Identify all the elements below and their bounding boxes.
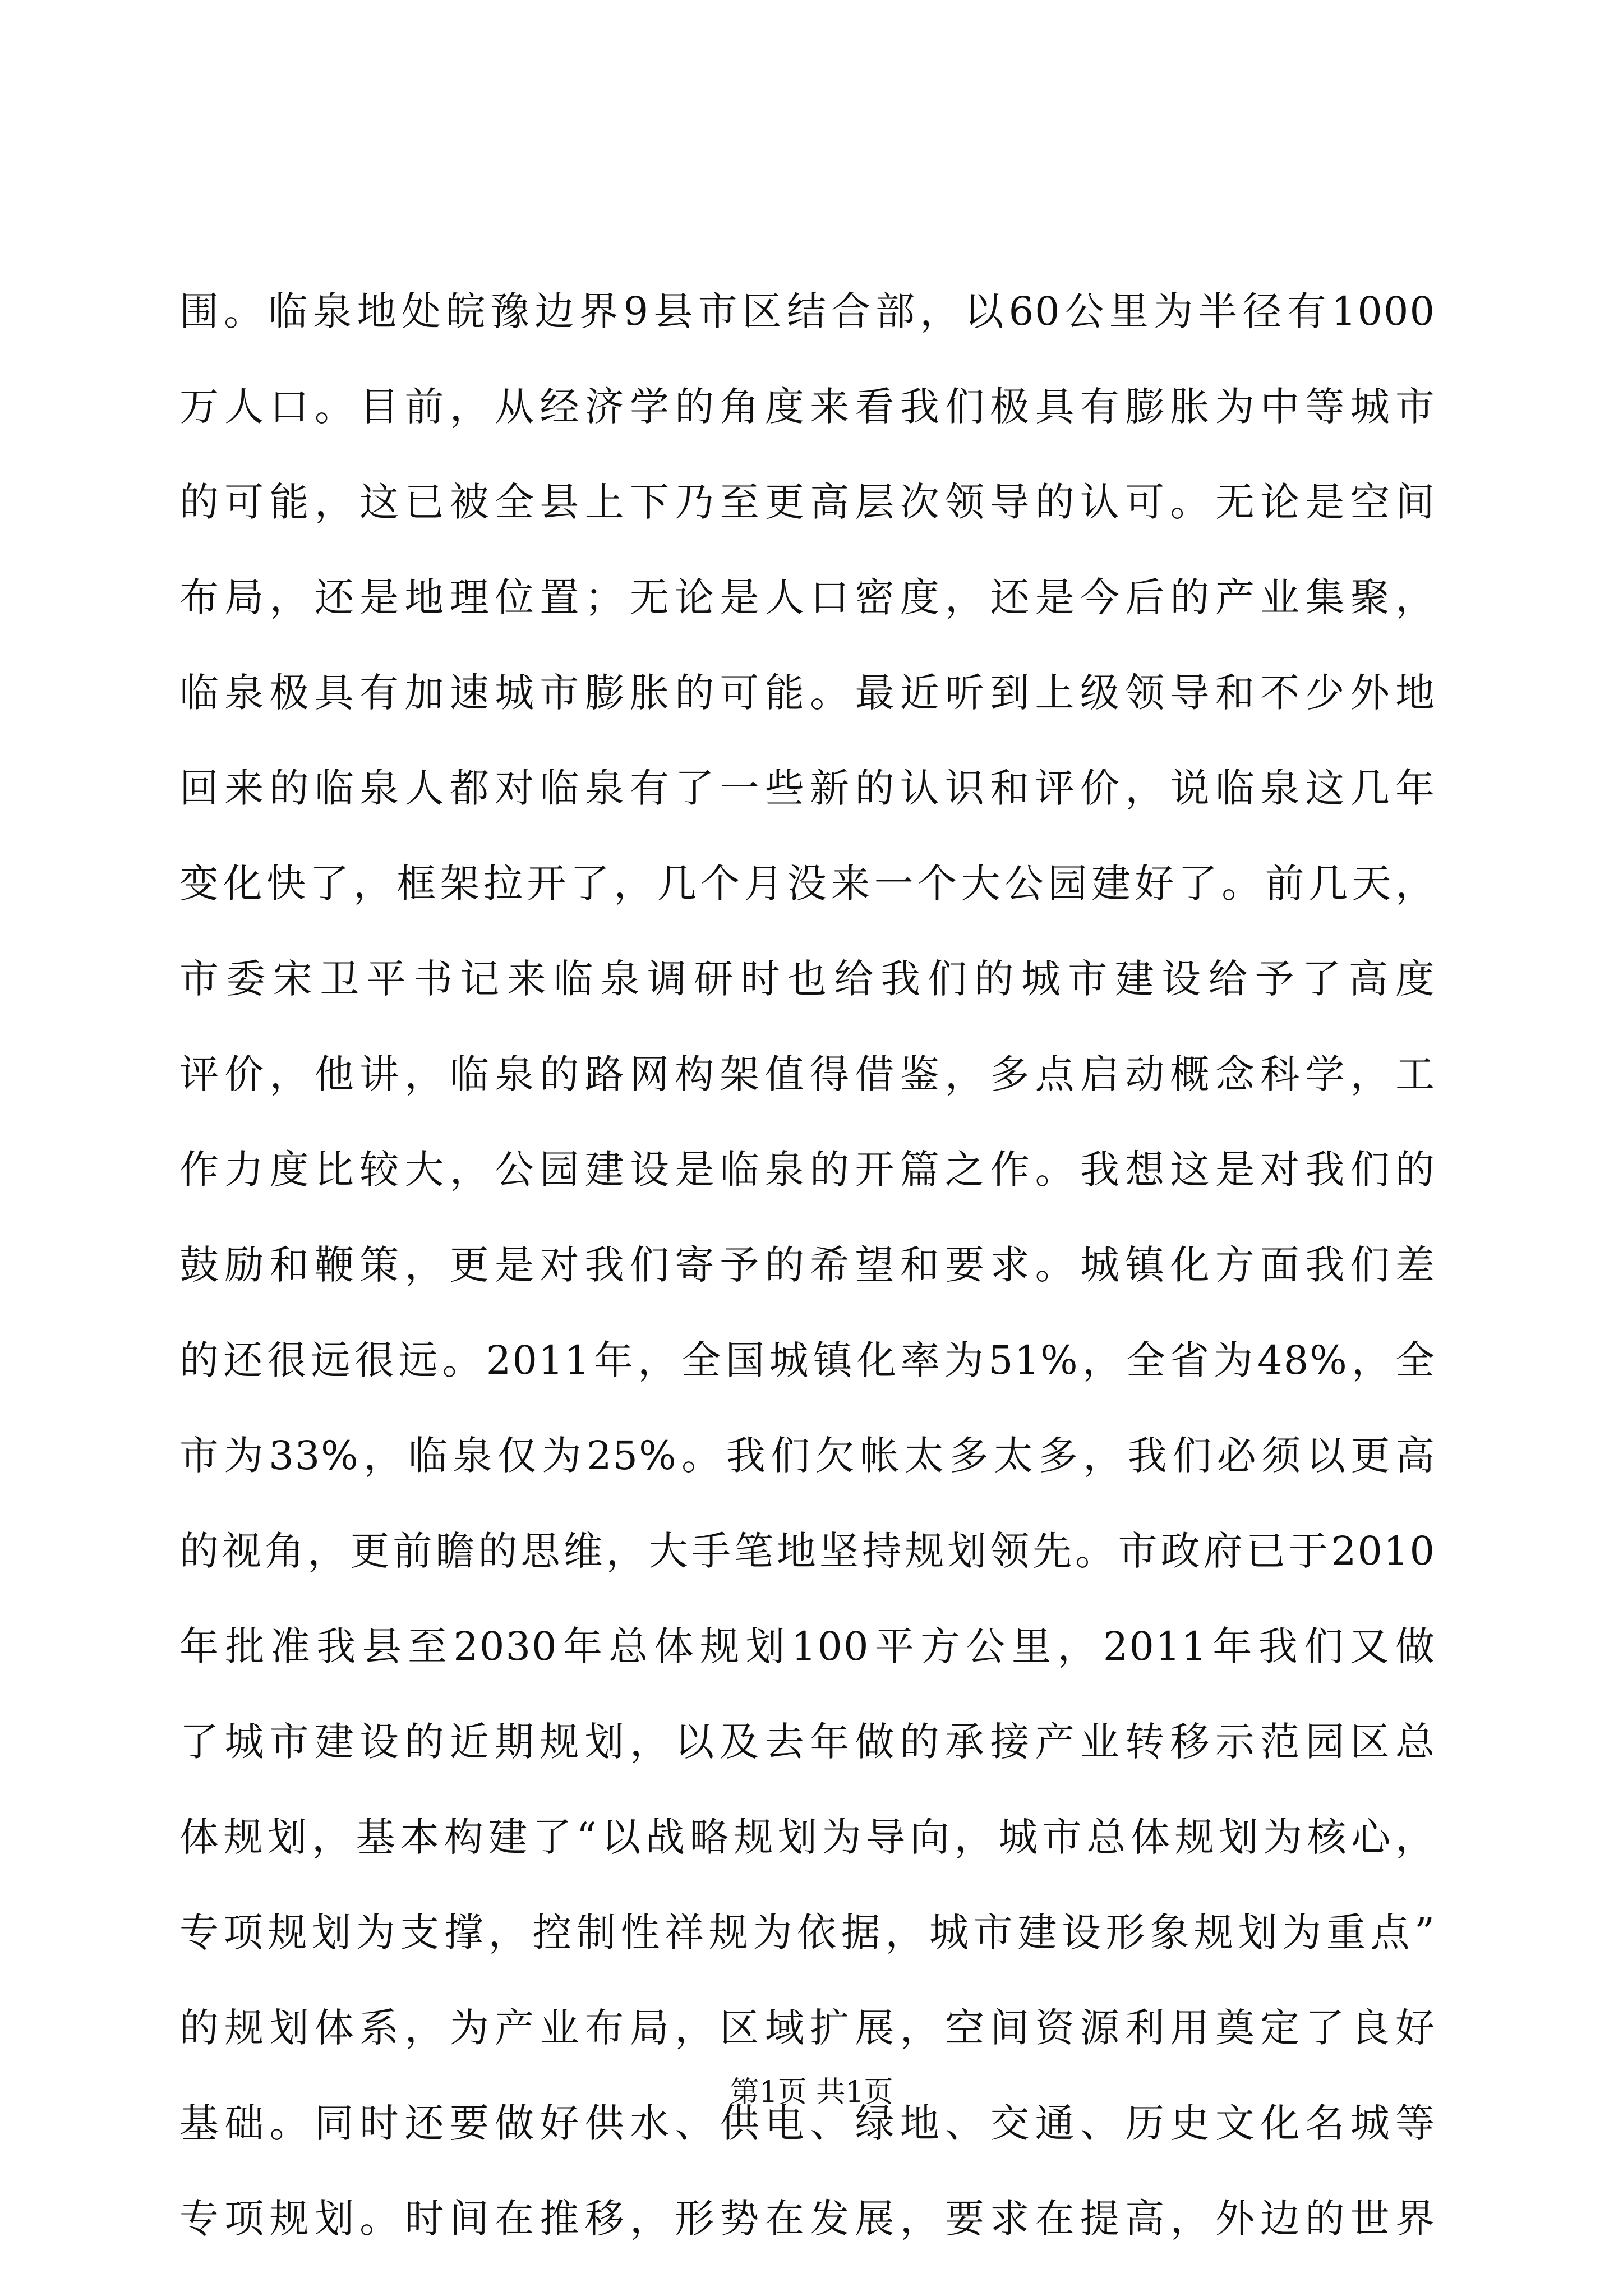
text-line: 的规划体系，为产业布局，区域扩展，空间资源利用奠定了良好	[179, 2005, 1436, 2051]
text-line: 基础。同时还要做好供水、供电、绿地、交通、历史文化名城等	[179, 2100, 1436, 2146]
text-line: 的视角，更前瞻的思维，大手笔地坚持规划领先。市政府已于2010	[179, 1528, 1436, 1574]
text-line: 变化快了，框架拉开了，几个月没来一个大公园建好了。前几天，	[179, 861, 1436, 907]
text-line: 年批准我县至2030年总体规划100平方公里，2011年我们又做	[179, 1623, 1436, 1669]
text-line: 评价，他讲，临泉的路网构架值得借鉴，多点启动概念科学，工	[179, 1051, 1436, 1097]
text-line: 回来的临泉人都对临泉有了一些新的认识和评价，说临泉这几年	[179, 765, 1436, 811]
text-line: 市委宋卫平书记来临泉调研时也给我们的城市建设给予了高度	[179, 956, 1436, 1002]
page-number-label: 第1页 共1页	[730, 2076, 893, 2109]
text-line: 鼓励和鞭策，更是对我们寄予的希望和要求。城镇化方面我们差	[179, 1242, 1436, 1288]
text-line: 体规划，基本构建了“以战略规划为导向，城市总体规划为核心，	[179, 1814, 1436, 1860]
text-line: 市为33%，临泉仅为25%。我们欠帐太多太多，我们必须以更高	[179, 1433, 1436, 1479]
page-footer	[0, 2070, 1623, 2115]
text-line: 布局，还是地理位置；无论是人口密度，还是今后的产业集聚，	[179, 574, 1436, 620]
text-line: 了城市建设的近期规划，以及去年做的承接产业转移示范园区总	[179, 1719, 1436, 1765]
body-text	[179, 264, 1436, 2266]
text-line: 的还很远很远。2011年，全国城镇化率为51%，全省为48%，全	[179, 1337, 1436, 1383]
text-line: 作力度比较大，公园建设是临泉的开篇之作。我想这是对我们的	[179, 1147, 1436, 1193]
text-line: 临泉极具有加速城市膨胀的可能。最近听到上级领导和不少外地	[179, 670, 1436, 716]
text-line: 专项规划为支撑，控制性祥规为依据，城市建设形象规划为重点”	[179, 1910, 1436, 1955]
text-line: 的可能，这已被全县上下乃至更高层次领导的认可。无论是空间	[179, 479, 1436, 525]
text-line: 围。临泉地处皖豫边界9县市区结合部，以60公里为半径有1000	[179, 288, 1436, 334]
text-line: 万人口。目前，从经济学的角度来看我们极具有膨胀为中等城市	[179, 384, 1436, 430]
text-line: 专项规划。时间在推移，形势在发展，要求在提高，外边的世界	[179, 2196, 1436, 2242]
